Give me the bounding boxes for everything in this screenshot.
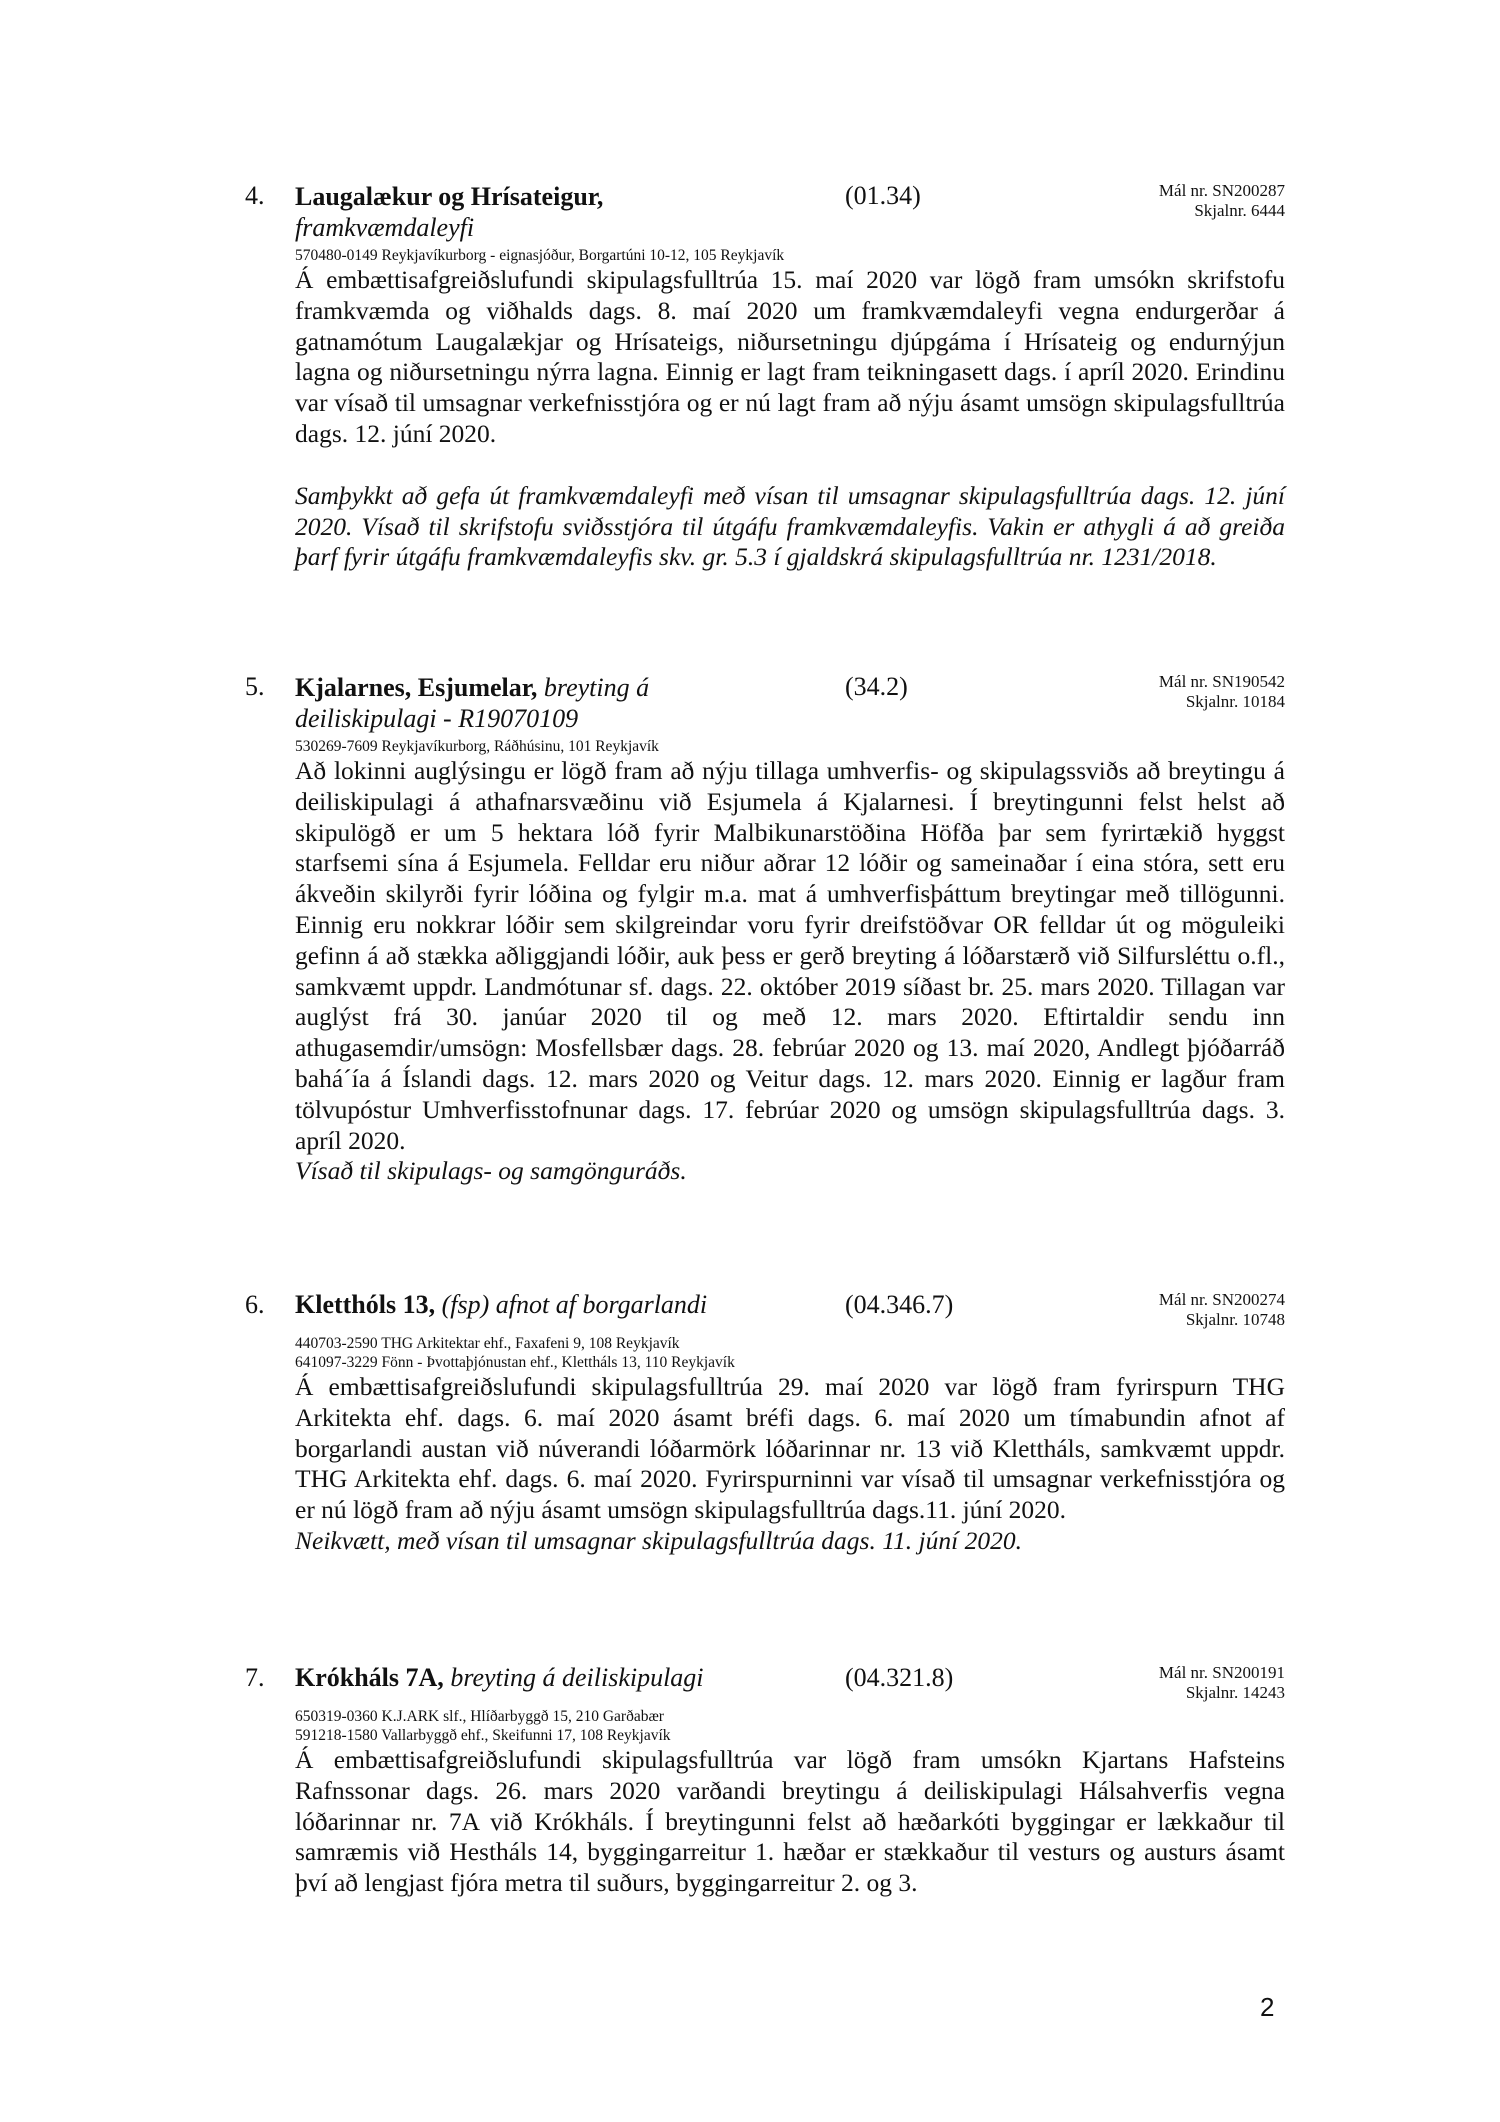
item-header — [245, 1663, 1285, 1707]
item-body: Á embættisafgreiðslufundi skipulagsfulltrúa 15. maí 2020 var lögð fram umsókn skrifstofu framkvæmda og viðhalds dags. 8. maí 2020 um framkvæmdaleyfi vegna endurgerðar á gatnamótum Laugalækjar og Hrísateigs, niðursetningu djúpgáma í Hrísateig og endurnýjun lagna og niðursetningu nýrra lagna. Einnig er lagt fram teikningasett dags. í apríl 2020. Erindinu var vísað til umsagnar verkefnisstjóra og er nú lagt fram að nýju ásamt umsögn skipulagsfulltrúa dags. 12. júní 2020. — [295, 265, 1285, 448]
item-conclusion: Samþykkt að gefa út framkvæmdaleyfi með vísan til umsagnar skipulagsfulltrúa dags. 12. júní 2020. Vísað til skrifstofu sviðsstjóra til útgáfu framkvæmdaleyfis. Vakin er athygli á að greiða þarf fyrir útgáfu framkvæmdaleyfis skv. gr. 5.3 í gjaldskrá skipulagsfulltrúa nr. 1231/2018. — [295, 480, 1285, 572]
case-number: Mál nr. SN200274 — [1158, 1290, 1285, 1309]
owner-line: 570480-0149 Reykjavíkurborg - eignasjóður, Borgartúni 10-12, 105 Reykjavík — [295, 247, 785, 264]
item-title — [295, 672, 715, 734]
document-number: Skjalnr. 14243 — [1185, 1683, 1285, 1702]
item-title-bold: Kletthóls 13, — [295, 1290, 436, 1319]
item-number: 4. — [245, 181, 265, 210]
agenda-item-4 — [245, 181, 1285, 573]
case-reference — [1159, 181, 1285, 221]
item-title-bold: Krókháls 7A, — [295, 1663, 444, 1692]
agenda-item-5 — [245, 672, 1285, 1187]
agenda-item-6 — [245, 1290, 1285, 1557]
item-header — [245, 1290, 1285, 1334]
document-number: Skjalnr. 10184 — [1185, 692, 1285, 711]
item-code: (01.34) — [845, 181, 921, 210]
item-title-italic: framkvæmdaleyfi — [295, 213, 475, 242]
item-number: 5. — [245, 672, 265, 701]
item-header — [245, 672, 1285, 733]
item-code: (04.346.7) — [845, 1290, 954, 1319]
item-number: 7. — [245, 1663, 265, 1692]
case-reference — [1159, 1663, 1285, 1703]
item-body: Á embættisafgreiðslufundi skipulagsfulltrúa 29. maí 2020 var lögð fram fyrirspurn THG Arkitekta ehf. dags. 6. maí 2020 ásamt bréfi dags. 6. maí 2020 um tímabundin afnot af borgarlandi austan við núverandi lóðarmörk lóðarinnar nr. 13 við Klettháls, samkvæmt uppdr. THG Arkitekta ehf. dags. 6. maí 2020. Fyrirspurninni var vísað til umsagnar verkefnisstjóra og er nú lögð fram að nýju ásamt umsögn skipulagsfulltrúa dags.11. júní 2020. — [295, 1372, 1285, 1525]
item-body: Að lokinni auglýsingu er lögð fram að nýju tillaga umhverfis- og skipulagssviðs að breytingu á deiliskipulagi á athafnarsvæðinu við Esjumela á Kjalarnesi. Í breytingunni felst helst að skipulögð er um 5 hektara lóð fyrir Malbikunarstöðina Höfða þar sem fyrirtækið hyggst starfsemi sína á Esjumela. Felldar eru niður aðrar 12 lóðir og sameinaðar í eina stóra, sett eru ákveðin skilyrði fyrir lóðina og fylgir m.a. mat á umhverfisþáttum breytingar með tillögunni. Einnig eru nokkrar lóðir sem skilgreindar voru fyrir dreifstöðvar OR felldar út og möguleiki gefinn á að stækka aðliggjandi lóðir, auk þess er gerð breyting á lóðarstærð við Silfursléttu o.fl., samkvæmt uppdr. Landmótunar sf. dags. 22. október 2019 síðast br. 25. mars 2020. Tillagan var auglýst frá 30. janúar 2020 til og með 12. mars 2020. Eftirtaldir sendu inn athugasemdir/umsögn: Mosfellsbær dags. 28. febrúar 2020 og 13. maí 2020, Andlegt þjóðarráð bahá´ía á Íslandi dags. 12. mars 2020 og Veitur dags. 12. mars 2020. Einnig er lagður fram tölvupóstur Umhverfisstofnunar dags. 17. febrúar 2020 og umsögn skipulagsfulltrúa dags. 3. apríl 2020. — [295, 756, 1285, 1155]
document-number: Skjalnr. 6444 — [1194, 201, 1285, 220]
owner-line: 440703-2590 THG Arkitektar ehf., Faxafeni 9, 108 Reykjavík — [295, 1335, 680, 1352]
case-number: Mál nr. SN200191 — [1158, 1663, 1285, 1682]
item-code: (04.321.8) — [845, 1663, 954, 1692]
case-number: Mál nr. SN200287 — [1158, 181, 1285, 200]
case-reference — [1159, 1290, 1285, 1330]
agenda-item-7 — [245, 1663, 1285, 1899]
owner-line: 641097-3229 Fönn - Þvottaþjónustan ehf., Klettháls 13, 110 Reykjavík — [295, 1354, 735, 1371]
item-title-italic: (fsp) afnot af borgarlandi — [441, 1290, 708, 1319]
item-code: (34.2) — [845, 672, 908, 701]
item-conclusion: Vísað til skipulags- og samgönguráðs. — [295, 1156, 687, 1186]
document-number: Skjalnr. 10748 — [1185, 1310, 1285, 1329]
case-reference — [1159, 672, 1285, 712]
item-body: Á embættisafgreiðslufundi skipulagsfulltrúa var lögð fram umsókn Kjartans Hafsteins Rafnssonar dags. 26. mars 2020 varðandi breytingu á deiliskipulagi Hálsahverfis vegna lóðarinnar nr. 7A við Krókháls. Í breytingunni felst að hæðarkóti byggingar er lækkaður til samræmis við Hestháls 14, byggingarreitur 1. hæðar er stækkaður til vesturs og austurs ásamt því að lengjast fjóra metra til suðurs, byggingarreitur 2. og 3. — [295, 1745, 1285, 1898]
page-number: 2 — [1260, 1992, 1275, 2022]
item-number: 6. — [245, 1290, 265, 1319]
item-title-italic: breyting á deiliskipulagi - R19070109 — [295, 673, 650, 733]
owner-line: 530269-7609 Reykjavíkurborg, Ráðhúsinu, 101 Reykjavík — [295, 738, 659, 755]
item-title — [295, 181, 715, 243]
item-title-italic: breyting á deiliskipulagi — [450, 1663, 704, 1692]
item-title — [295, 1290, 707, 1320]
item-title-bold: Laugalækur og Hrísateigur, — [295, 182, 604, 211]
item-title-bold: Kjalarnes, Esjumelar, — [295, 673, 538, 702]
owner-line: 650319-0360 K.J.ARK slf., Hlíðarbyggð 15, 210 Garðabær — [295, 1708, 664, 1725]
item-conclusion: Neikvætt, með vísan til umsagnar skipulagsfulltrúa dags. 11. júní 2020. — [295, 1525, 1022, 1555]
case-number: Mál nr. SN190542 — [1158, 672, 1285, 691]
item-title — [295, 1663, 704, 1693]
item-header — [245, 181, 1285, 242]
owner-line: 591218-1580 Vallarbyggð ehf., Skeifunni 17, 108 Reykjavík — [295, 1727, 671, 1744]
